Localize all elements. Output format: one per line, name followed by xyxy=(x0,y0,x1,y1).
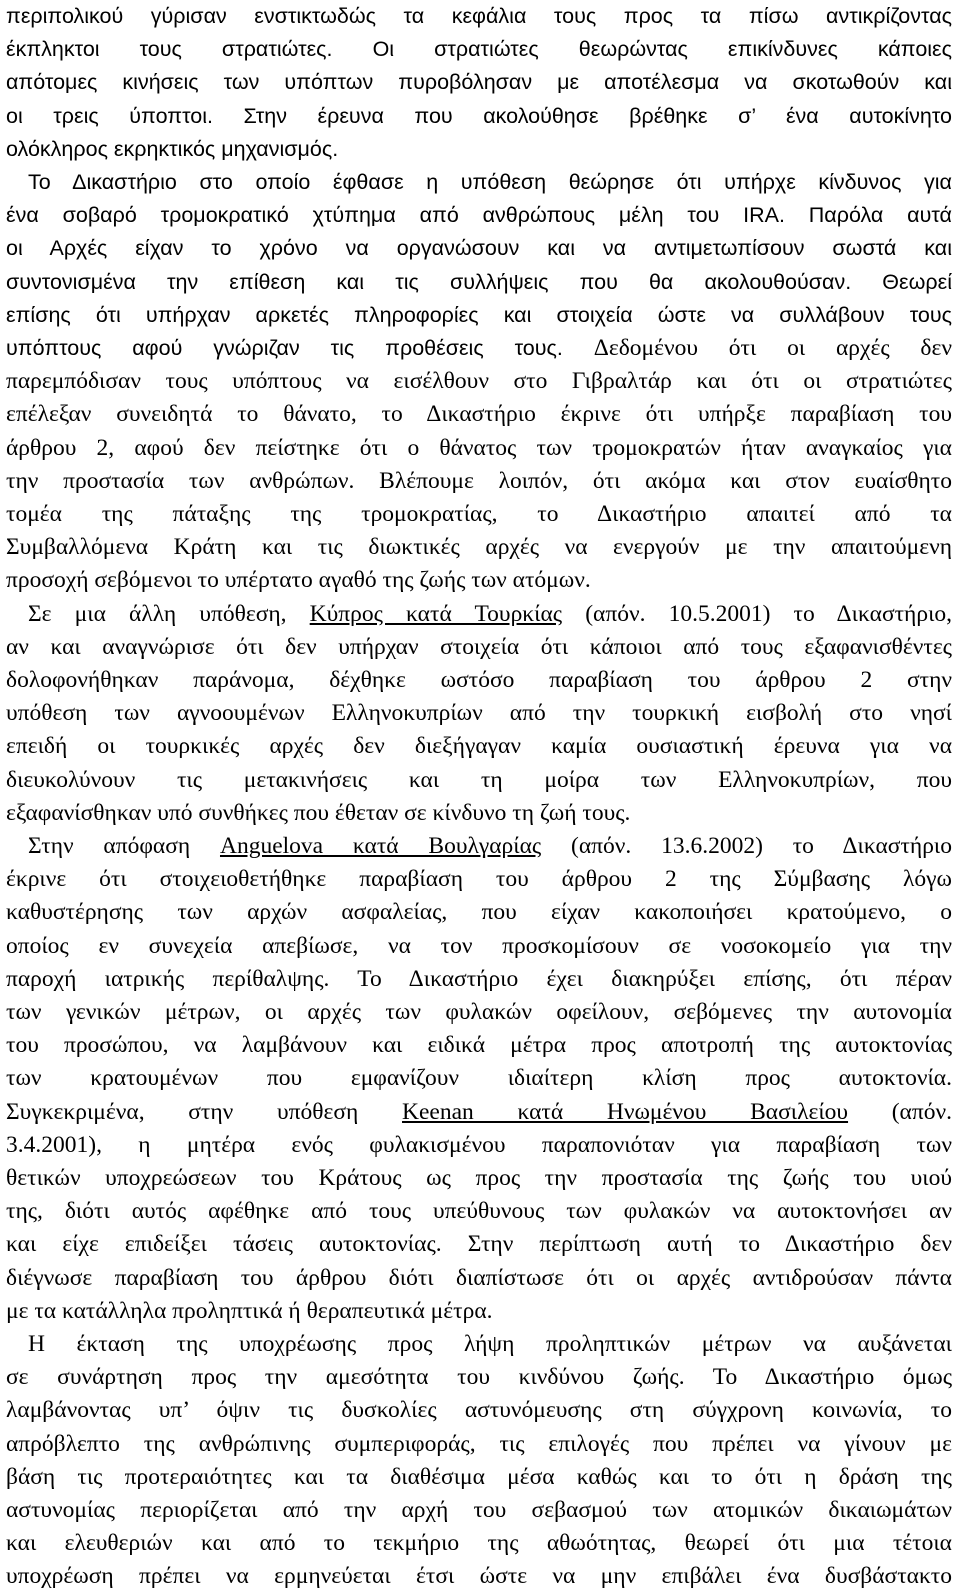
text-line: σε συνάρτηση προς την αμεσότητα του κινδύνου ζωής. Το Δικαστήριο όμως xyxy=(6,1364,952,1391)
text-line xyxy=(6,830,952,862)
text-line: έκρινε ότι στοιχειοθετήθηκε παραβίαση του άρθρου 2 της Σύμβασης λόγω xyxy=(6,866,952,893)
text-line: οι Αρχές είχαν το χρόνο να οργανώσουν και να αντιμετωπίσουν σωστά και xyxy=(6,236,952,261)
text-line: λαμβάνοντας υπ’ όψιν τις δυσκολίες αστυνόμευσης στη σύγχρονη κοινωνία, το xyxy=(6,1397,952,1424)
text-segment: Στην απόφαση xyxy=(28,833,220,859)
text-line: περιπολικού γύρισαν ενστικτωδώς τα κεφάλια τους προς τα πίσω αντικρίζοντας xyxy=(6,4,952,28)
text-line: την προστασία των ανθρώπων. Βλέπουμε λοιπόν, ότι ακόμα και στον ευαίσθητο xyxy=(6,467,952,494)
text-line: βάση τις προτεραιότητες και τα διαθέσιμα μέσα καθώς και το ότι η δράση της xyxy=(6,1463,952,1490)
text-line: επίσης ότι υπήρχαν αρκετές πληροφορίες και στοιχεία ώστε να συλλάβουν τους xyxy=(6,302,952,327)
text-line: άρθρου 2, αφού δεν πείστηκε ότι ο θάνατος των τρομοκρατών ήταν αναγκαίος για xyxy=(6,434,952,461)
text-line: αστυνομίας περιορίζεται από την αρχή του σεβασμού των ατομικών δικαιωμάτων xyxy=(6,1497,952,1523)
text-line: εξαφανίσθηκαν υπό συνθήκες που έθεταν σε κίνδυνο τη ζωή τους. xyxy=(6,799,631,826)
text-line: προσοχή σεβόμενοι το υπέρτατο αγαθό της ζωής των ατόμων. xyxy=(6,567,591,594)
text-line: αν και αναγνώρισε ότι δεν υπήρχαν στοιχεία ότι κάποιοι από τους εξαφανισθέντες xyxy=(6,633,952,660)
text-line: υποχρέωση πρέπει να ερμηνεύεται έτσι ώστε να μην επιβάλει ένα δυσβάστακτο xyxy=(6,1563,952,1590)
text-line: τομέα της πάταξης της τρομοκρατίας, το Δικαστήριο απαιτεί από τα xyxy=(6,501,952,527)
text-line: των γενικών μέτρων, οι αρχές των φυλακών οφείλουν, σεβόμενες την αυτονομία xyxy=(6,999,952,1025)
text-line: και είχε επιδείξει τάσεις αυτοκτονίας. Στην περίπτωση αυτή το Δικαστήριο δεν xyxy=(6,1231,952,1258)
text-line: απότομες κινήσεις των υπόπτων πυροβόλησαν με αποτέλεσμα να σκοτωθούν και xyxy=(6,70,952,95)
text-segment: Σε μια άλλη υπόθεση, xyxy=(28,600,310,627)
text-line: παροχή ιατρικής περίθαλψης. Το Δικαστήριο έχει διακηρύξει επίσης, ότι πέραν xyxy=(6,965,952,992)
text-line xyxy=(6,332,952,364)
text-line: ολόκληρος εκρηκτικός μηχανισμός. xyxy=(6,136,339,161)
text-line: απρόβλεπτο της ανθρώπινης συμπεριφοράς, τις επιλογές που πρέπει να γίνουν με xyxy=(6,1430,952,1457)
text-line: οποίος εν συνεχεία απεβίωσε, να τον προσκομίσουν σε νοσοκομείο για την xyxy=(6,932,952,959)
case-title: Κύπρος κατά Τουρκίας xyxy=(309,600,563,627)
case-title: Keenan κατά Ηνωμένου Βασιλείου xyxy=(402,1098,849,1125)
text-line: καθυστέρησης των αρχών ασφαλείας, που είχαν κακοποιήσει κρατούμενο, ο xyxy=(6,899,952,926)
text-line: με τα κατάλληλα προληπτικά ή θεραπευτικά μέτρα. xyxy=(6,1297,493,1324)
text-segment: (απόν. 13.6.2002) το Δικαστήριο xyxy=(541,833,953,859)
text-line: υπόθεση των αγνοουμένων Ελληνοκυπρίων από την τουρκική εισβολή στο νησί xyxy=(6,700,952,727)
text-line: και ελευθεριών και από το τεκμήριο της αθωότητας, θεωρεί ότι μια τέτοια xyxy=(6,1530,952,1557)
text-line: διευκολύνουν τις μετακινήσεις και τη μοίρα των Ελληνοκυπρίων, που xyxy=(6,766,952,793)
text-segment: (απόν. xyxy=(848,1098,952,1125)
text-line: συντονισμένα την επίθεση και τις συλλήψεις που θα ακολουθούσαν. Θεωρεί xyxy=(6,269,952,294)
text-line xyxy=(6,1096,952,1128)
text-line: Το Δικαστήριο στο οποίο έφθασε η υπόθεση θεώρησε ότι υπήρχε κίνδυνος για xyxy=(28,170,952,194)
text-segment: Δεδομένου ότι οι αρχές δεν xyxy=(593,335,952,361)
text-line: έκπληκτοι τους στρατιώτες. Οι στρατιώτες θεωρώντας επικίνδυνες κάποιες xyxy=(6,37,952,62)
text-line: ένα σοβαρό τρομοκρατικό χτύπημα από ανθρώπους μέλη του IRA. Παρόλα αυτά xyxy=(6,203,952,228)
text-line: οι τρεις ύποπτοι. Στην έρευνα που ακολούθησε βρέθηκε σ’ ένα αυτοκίνητο xyxy=(6,103,952,128)
text-line: επέλεξαν συνειδητά το θάνατο, το Δικαστήριο έκρινε ότι υπήρξε παραβίαση του xyxy=(6,401,952,428)
text-segment: Συγκεκριμένα, στην υπόθεση xyxy=(6,1098,403,1125)
text-segment: (απόν. 10.5.2001) το Δικαστήριο, xyxy=(562,600,953,627)
case-title: Anguelova κατά Βουλγαρίας xyxy=(219,833,542,859)
text-line: επειδή οι τουρκικές αρχές δεν διεξήγαγαν καμία ουσιαστική έρευνα για να xyxy=(6,733,952,760)
text-line: της, διότι αυτός αφέθηκε από τους υπεύθυνους των φυλακών να αυτοκτονήσει αν xyxy=(6,1198,952,1225)
text-line: του προσώπου, να λαμβάνουν και ειδικά μέτρα προς αποτροπή της αυτοκτονίας xyxy=(6,1032,952,1059)
text-line: των κρατουμένων που εμφανίζουν ιδιαίτερη κλίση προς αυτοκτονία. xyxy=(6,1065,952,1092)
text-line: Συμβαλλόμενα Κράτη και τις διωκτικές αρχές να ενεργούν με την απαιτούμενη xyxy=(6,534,952,561)
text-line: Η έκταση της υποχρέωσης προς λήψη προληπτικών μέτρων να αυξάνεται xyxy=(28,1331,952,1357)
text-line: παρεμπόδισαν τους υπόπτους να εισέλθουν στο Γιβραλτάρ και ότι οι στρατιώτες xyxy=(6,368,952,395)
text-line: 3.4.2001), η μητέρα ενός φυλακισμένου παραπονιόταν για παραβίαση των xyxy=(6,1131,952,1158)
text-line: διέγνωσε παραβίαση του άρθρου διότι διαπίστωσε ότι οι αρχές αντιδρούσαν πάντα xyxy=(6,1264,952,1291)
text-segment: υπόπτους αφού γνώριζαν τις προθέσεις τους. xyxy=(6,336,594,360)
text-line: θετικών υποχρεώσεων του Κράτους ως προς την προστασία της ζωής του υιού xyxy=(6,1165,952,1191)
text-line xyxy=(6,598,952,630)
text-line: δολοφονήθηκαν παράνομα, δέχθηκε ωστόσο παραβίαση του άρθρου 2 στην xyxy=(6,667,952,693)
